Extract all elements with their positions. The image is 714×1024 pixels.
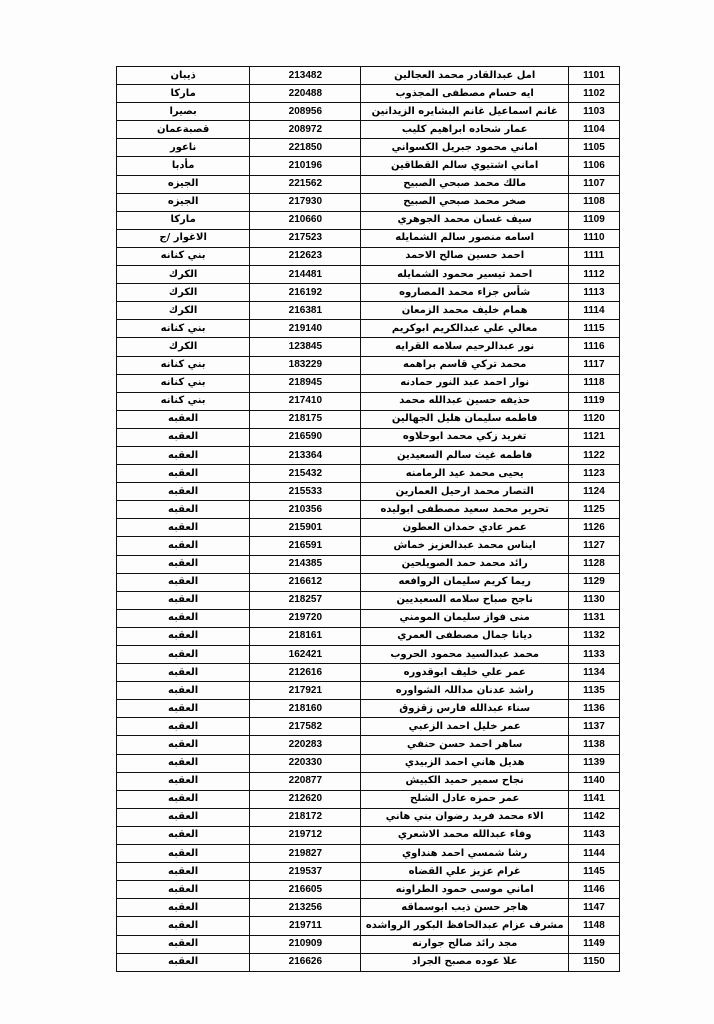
city-cell: العقبه xyxy=(117,808,250,826)
roster-body xyxy=(117,67,620,972)
city-cell: العقبه xyxy=(117,646,250,664)
id-number-cell: 216612 xyxy=(250,573,361,591)
table-row xyxy=(117,85,620,103)
serial-number-cell: 1138 xyxy=(568,736,619,754)
city-cell: العقبه xyxy=(117,446,250,464)
id-number-cell: 218172 xyxy=(250,808,361,826)
table-row xyxy=(117,573,620,591)
city-cell: الجيزه xyxy=(117,175,250,193)
full-name-cell: سناء عبدالله فارس زقزوق xyxy=(361,700,568,718)
full-name-cell: رشا شمسي احمد هنداوي xyxy=(361,845,568,863)
id-number-cell: 215432 xyxy=(250,465,361,483)
table-row xyxy=(117,700,620,718)
table-row xyxy=(117,591,620,609)
city-cell: العقبه xyxy=(117,881,250,899)
id-number-cell: 219537 xyxy=(250,863,361,881)
serial-number-cell: 1132 xyxy=(568,627,619,645)
table-row xyxy=(117,682,620,700)
id-number-cell: 123845 xyxy=(250,338,361,356)
id-number-cell: 220488 xyxy=(250,85,361,103)
table-row xyxy=(117,845,620,863)
serial-number-cell: 1109 xyxy=(568,211,619,229)
full-name-cell: غانم اسماعيل غانم البشايره الزيدانين xyxy=(361,103,568,121)
id-number-cell: 217410 xyxy=(250,392,361,410)
serial-number-cell: 1105 xyxy=(568,139,619,157)
city-cell: الكرك xyxy=(117,284,250,302)
table-row xyxy=(117,338,620,356)
city-cell: العقبه xyxy=(117,953,250,971)
serial-number-cell: 1123 xyxy=(568,465,619,483)
id-number-cell: 216590 xyxy=(250,428,361,446)
full-name-cell: رائد محمد حمد الصويلحين xyxy=(361,555,568,573)
table-row xyxy=(117,374,620,392)
full-name-cell: احمد حسين صالح الاحمد xyxy=(361,247,568,265)
table-row xyxy=(117,392,620,410)
full-name-cell: اماني اشتيوي سالم القطاقين xyxy=(361,157,568,175)
city-cell: مأدبا xyxy=(117,157,250,175)
full-name-cell: مشرف عزام عبدالحافظ البكور الرواشده xyxy=(361,917,568,935)
id-number-cell: 216626 xyxy=(250,953,361,971)
full-name-cell: احمد تيسير محمود الشمايله xyxy=(361,266,568,284)
full-name-cell: التصار محمد ارحيل العمارين xyxy=(361,483,568,501)
city-cell: العقبه xyxy=(117,682,250,700)
table-row xyxy=(117,826,620,844)
full-name-cell: هديل هاني احمد الزبيدي xyxy=(361,754,568,772)
city-cell: ذيبان xyxy=(117,67,250,85)
city-cell: العقبه xyxy=(117,718,250,736)
city-cell: العقبه xyxy=(117,591,250,609)
full-name-cell: عمر علي خليف ابوقدوره xyxy=(361,664,568,682)
id-number-cell: 219720 xyxy=(250,609,361,627)
city-cell: بني كنانه xyxy=(117,247,250,265)
city-cell: العقبه xyxy=(117,573,250,591)
full-name-cell: علا عوده مصبح الجراد xyxy=(361,953,568,971)
city-cell: العقبه xyxy=(117,410,250,428)
full-name-cell: مجد رائد صالح جوارنه xyxy=(361,935,568,953)
table-row xyxy=(117,320,620,338)
table-row xyxy=(117,790,620,808)
id-number-cell: 218257 xyxy=(250,591,361,609)
full-name-cell: اماني موسى حمود الطراونه xyxy=(361,881,568,899)
city-cell: ناعور xyxy=(117,139,250,157)
table-row xyxy=(117,211,620,229)
table-row xyxy=(117,664,620,682)
full-name-cell: فاطمه سليمان هليل الجهالين xyxy=(361,410,568,428)
table-row xyxy=(117,446,620,464)
full-name-cell: ساهر احمد حسن حنفي xyxy=(361,736,568,754)
id-number-cell: 208956 xyxy=(250,103,361,121)
full-name-cell: ديانا جمال مصطفى العمري xyxy=(361,627,568,645)
table-row xyxy=(117,247,620,265)
table-row xyxy=(117,501,620,519)
serial-number-cell: 1116 xyxy=(568,338,619,356)
serial-number-cell: 1115 xyxy=(568,320,619,338)
serial-number-cell: 1140 xyxy=(568,772,619,790)
id-number-cell: 221850 xyxy=(250,139,361,157)
city-cell: العقبه xyxy=(117,609,250,627)
serial-number-cell: 1108 xyxy=(568,193,619,211)
table-row xyxy=(117,284,620,302)
full-name-cell: محمد عبدالسيد محمود الحروب xyxy=(361,646,568,664)
full-name-cell: نجاح سمير حميد الكبيش xyxy=(361,772,568,790)
full-name-cell: امل عبدالقادر محمد العجالين xyxy=(361,67,568,85)
full-name-cell: تغريد زكي محمد ابوحلاوه xyxy=(361,428,568,446)
full-name-cell: وفاء عبدالله محمد الاشعري xyxy=(361,826,568,844)
id-number-cell: 210356 xyxy=(250,501,361,519)
city-cell: ماركا xyxy=(117,85,250,103)
full-name-cell: شأس جزاء محمد المصاروه xyxy=(361,284,568,302)
id-number-cell: 213256 xyxy=(250,899,361,917)
table-row xyxy=(117,67,620,85)
table-row xyxy=(117,266,620,284)
serial-number-cell: 1128 xyxy=(568,555,619,573)
city-cell: العقبه xyxy=(117,483,250,501)
id-number-cell: 215901 xyxy=(250,519,361,537)
full-name-cell: عمر عادي حمدان العطون xyxy=(361,519,568,537)
serial-number-cell: 1112 xyxy=(568,266,619,284)
id-number-cell: 213482 xyxy=(250,67,361,85)
serial-number-cell: 1134 xyxy=(568,664,619,682)
id-number-cell: 183229 xyxy=(250,356,361,374)
serial-number-cell: 1145 xyxy=(568,863,619,881)
table-row xyxy=(117,465,620,483)
serial-number-cell: 1129 xyxy=(568,573,619,591)
serial-number-cell: 1121 xyxy=(568,428,619,446)
id-number-cell: 214385 xyxy=(250,555,361,573)
serial-number-cell: 1117 xyxy=(568,356,619,374)
city-cell: بني كنانه xyxy=(117,356,250,374)
serial-number-cell: 1149 xyxy=(568,935,619,953)
table-row xyxy=(117,175,620,193)
table-row xyxy=(117,356,620,374)
id-number-cell: 220283 xyxy=(250,736,361,754)
city-cell: العقبه xyxy=(117,736,250,754)
serial-number-cell: 1120 xyxy=(568,410,619,428)
full-name-cell: اسامه منصور سالم الشمايله xyxy=(361,229,568,247)
city-cell: العقبه xyxy=(117,826,250,844)
table-row xyxy=(117,863,620,881)
id-number-cell: 212620 xyxy=(250,790,361,808)
table-row xyxy=(117,627,620,645)
city-cell: الجيزه xyxy=(117,193,250,211)
city-cell: بني كنانه xyxy=(117,320,250,338)
full-name-cell: ايه حسام مصطفى المجذوب xyxy=(361,85,568,103)
full-name-cell: فاطمه غيث سالم السعيدين xyxy=(361,446,568,464)
city-cell: العقبه xyxy=(117,428,250,446)
city-cell: بني كنانه xyxy=(117,392,250,410)
id-number-cell: 218945 xyxy=(250,374,361,392)
serial-number-cell: 1107 xyxy=(568,175,619,193)
full-name-cell: منى فواز سليمان المومني xyxy=(361,609,568,627)
city-cell: قصبةعمان xyxy=(117,121,250,139)
city-cell: العقبه xyxy=(117,845,250,863)
table-row xyxy=(117,519,620,537)
table-row xyxy=(117,483,620,501)
id-number-cell: 217582 xyxy=(250,718,361,736)
city-cell: العقبه xyxy=(117,700,250,718)
serial-number-cell: 1102 xyxy=(568,85,619,103)
table-row xyxy=(117,302,620,320)
serial-number-cell: 1142 xyxy=(568,808,619,826)
id-number-cell: 210909 xyxy=(250,935,361,953)
serial-number-cell: 1111 xyxy=(568,247,619,265)
table-row xyxy=(117,229,620,247)
serial-number-cell: 1135 xyxy=(568,682,619,700)
serial-number-cell: 1150 xyxy=(568,953,619,971)
city-cell: العقبه xyxy=(117,899,250,917)
city-cell: العقبه xyxy=(117,537,250,555)
id-number-cell: 215533 xyxy=(250,483,361,501)
full-name-cell: الاء محمد فريد رضوان بني هاني xyxy=(361,808,568,826)
serial-number-cell: 1147 xyxy=(568,899,619,917)
id-number-cell: 219711 xyxy=(250,917,361,935)
id-number-cell: 218160 xyxy=(250,700,361,718)
table-row xyxy=(117,953,620,971)
serial-number-cell: 1103 xyxy=(568,103,619,121)
full-name-cell: اماني محمود جبريل الكسواني xyxy=(361,139,568,157)
full-name-cell: معالي علي عبدالكريم ابوكريم xyxy=(361,320,568,338)
table-row xyxy=(117,609,620,627)
serial-number-cell: 1126 xyxy=(568,519,619,537)
city-cell: الكرك xyxy=(117,338,250,356)
serial-number-cell: 1113 xyxy=(568,284,619,302)
city-cell: العقبه xyxy=(117,555,250,573)
serial-number-cell: 1146 xyxy=(568,881,619,899)
full-name-cell: يحيى محمد عيد الرمامنه xyxy=(361,465,568,483)
city-cell: العقبه xyxy=(117,790,250,808)
table-row xyxy=(117,935,620,953)
serial-number-cell: 1122 xyxy=(568,446,619,464)
full-name-cell: همام خليف محمد الزمعان xyxy=(361,302,568,320)
serial-number-cell: 1104 xyxy=(568,121,619,139)
table-row xyxy=(117,808,620,826)
id-number-cell: 216192 xyxy=(250,284,361,302)
table-row xyxy=(117,157,620,175)
table-row xyxy=(117,428,620,446)
full-name-cell: ريما كريم سليمان الروافعه xyxy=(361,573,568,591)
id-number-cell: 219712 xyxy=(250,826,361,844)
city-cell: العقبه xyxy=(117,465,250,483)
city-cell: العقبه xyxy=(117,863,250,881)
serial-number-cell: 1141 xyxy=(568,790,619,808)
id-number-cell: 212616 xyxy=(250,664,361,682)
table-row xyxy=(117,736,620,754)
table-row xyxy=(117,121,620,139)
roster-table xyxy=(116,66,620,972)
id-number-cell: 214481 xyxy=(250,266,361,284)
full-name-cell: نوار احمد عبد النور حمادنه xyxy=(361,374,568,392)
full-name-cell: ناجح صباح سلامه السعيديين xyxy=(361,591,568,609)
id-number-cell: 216591 xyxy=(250,537,361,555)
id-number-cell: 219827 xyxy=(250,845,361,863)
full-name-cell: غرام عزيز علي القضاه xyxy=(361,863,568,881)
serial-number-cell: 1144 xyxy=(568,845,619,863)
id-number-cell: 212623 xyxy=(250,247,361,265)
full-name-cell: حذيفه حسين عبدالله محمد xyxy=(361,392,568,410)
full-name-cell: صخر محمد صبحي الصبيح xyxy=(361,193,568,211)
id-number-cell: 213364 xyxy=(250,446,361,464)
serial-number-cell: 1133 xyxy=(568,646,619,664)
city-cell: العقبه xyxy=(117,935,250,953)
serial-number-cell: 1125 xyxy=(568,501,619,519)
city-cell: الاغوار /ج xyxy=(117,229,250,247)
serial-number-cell: 1118 xyxy=(568,374,619,392)
id-number-cell: 162421 xyxy=(250,646,361,664)
serial-number-cell: 1137 xyxy=(568,718,619,736)
table-row xyxy=(117,537,620,555)
city-cell: العقبه xyxy=(117,627,250,645)
table-row xyxy=(117,646,620,664)
id-number-cell: 210196 xyxy=(250,157,361,175)
full-name-cell: عمار شحاده ابراهيم كليب xyxy=(361,121,568,139)
id-number-cell: 217930 xyxy=(250,193,361,211)
id-number-cell: 210660 xyxy=(250,211,361,229)
full-name-cell: هاجر حسن ذيب ابوسماقه xyxy=(361,899,568,917)
id-number-cell: 220877 xyxy=(250,772,361,790)
id-number-cell: 216605 xyxy=(250,881,361,899)
serial-number-cell: 1101 xyxy=(568,67,619,85)
serial-number-cell: 1143 xyxy=(568,826,619,844)
table-row xyxy=(117,754,620,772)
table-row xyxy=(117,881,620,899)
city-cell: بني كنانه xyxy=(117,374,250,392)
table-row xyxy=(117,718,620,736)
id-number-cell: 217523 xyxy=(250,229,361,247)
id-number-cell: 221562 xyxy=(250,175,361,193)
full-name-cell: مالك محمد صبحي الصبيح xyxy=(361,175,568,193)
serial-number-cell: 1106 xyxy=(568,157,619,175)
table-row xyxy=(117,103,620,121)
serial-number-cell: 1114 xyxy=(568,302,619,320)
city-cell: العقبه xyxy=(117,772,250,790)
serial-number-cell: 1127 xyxy=(568,537,619,555)
city-cell: العقبه xyxy=(117,754,250,772)
full-name-cell: ايناس محمد عبدالعزيز خماش xyxy=(361,537,568,555)
id-number-cell: 220330 xyxy=(250,754,361,772)
full-name-cell: عمر خليل احمد الزعبي xyxy=(361,718,568,736)
city-cell: العقبه xyxy=(117,664,250,682)
serial-number-cell: 1131 xyxy=(568,609,619,627)
table-row xyxy=(117,772,620,790)
full-name-cell: عمر حمزه عادل الشلح xyxy=(361,790,568,808)
table-row xyxy=(117,899,620,917)
id-number-cell: 218175 xyxy=(250,410,361,428)
id-number-cell: 216381 xyxy=(250,302,361,320)
table-row xyxy=(117,139,620,157)
id-number-cell: 219140 xyxy=(250,320,361,338)
city-cell: الكرك xyxy=(117,266,250,284)
id-number-cell: 218161 xyxy=(250,627,361,645)
city-cell: الكرك xyxy=(117,302,250,320)
serial-number-cell: 1136 xyxy=(568,700,619,718)
city-cell: العقبه xyxy=(117,917,250,935)
serial-number-cell: 1130 xyxy=(568,591,619,609)
table-row xyxy=(117,555,620,573)
city-cell: العقبه xyxy=(117,501,250,519)
table-row xyxy=(117,193,620,211)
serial-number-cell: 1124 xyxy=(568,483,619,501)
id-number-cell: 208972 xyxy=(250,121,361,139)
id-number-cell: 217921 xyxy=(250,682,361,700)
city-cell: بصيرا xyxy=(117,103,250,121)
full-name-cell: تحرير محمد سعيد مصطفى ابوليده xyxy=(361,501,568,519)
full-name-cell: محمد تركي قاسم براهمه xyxy=(361,356,568,374)
full-name-cell: نور عبدالرحيم سلامه القرايه xyxy=(361,338,568,356)
serial-number-cell: 1148 xyxy=(568,917,619,935)
serial-number-cell: 1119 xyxy=(568,392,619,410)
serial-number-cell: 1110 xyxy=(568,229,619,247)
city-cell: العقبه xyxy=(117,519,250,537)
table-row xyxy=(117,917,620,935)
full-name-cell: راشد عدنان مداللہ الشواوره xyxy=(361,682,568,700)
table-row xyxy=(117,410,620,428)
serial-number-cell: 1139 xyxy=(568,754,619,772)
full-name-cell: سيف غسان محمد الجوهري xyxy=(361,211,568,229)
city-cell: ماركا xyxy=(117,211,250,229)
